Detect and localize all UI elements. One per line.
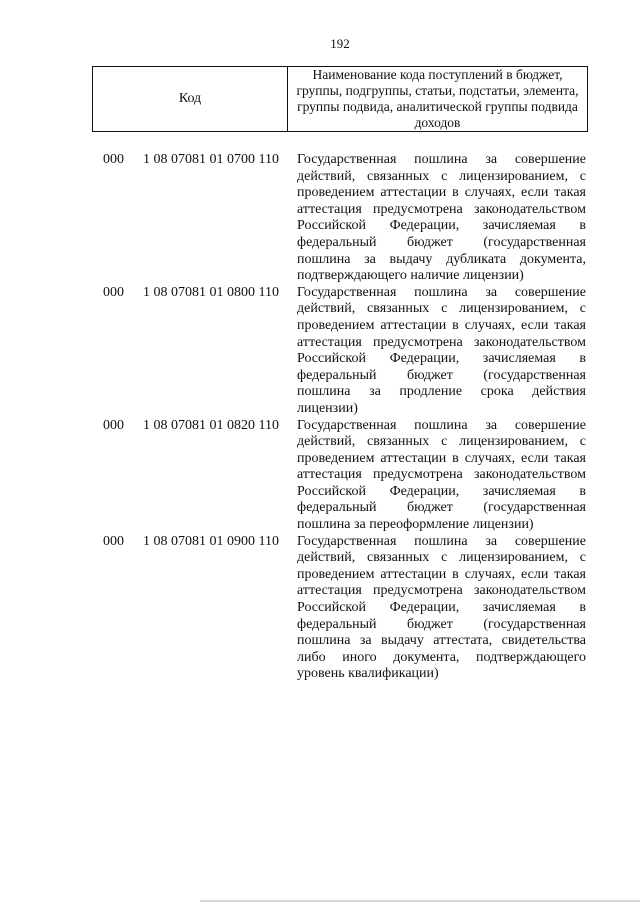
- table-row: [0, 152, 640, 285]
- admin-code: 000: [103, 533, 124, 549]
- admin-code: 000: [103, 152, 124, 167]
- budget-code: 1 08 07081 01 0900 110: [143, 533, 279, 549]
- page-number: 192: [330, 36, 350, 51]
- admin-code: 000: [103, 284, 124, 300]
- admin-code: 000: [103, 417, 124, 433]
- table-row: [0, 534, 640, 683]
- scan-edge-line: [200, 900, 640, 902]
- code-description: Государственная пошлина за совершение действий, связанных с лицензированием, с проведением аттестации в случаях, если такая аттестация предусмотрена законодательством Российской Федерации, зачисляемая в федеральный бюджет (государственная пошлина за переоформление лицензии): [297, 417, 586, 533]
- table-header: [92, 66, 588, 132]
- header-name-label: Наименование кода поступлений в бюджет, группы, подгруппы, статьи, подстатьи, элемента, группы подвида, аналитической группы подвида доходов: [296, 67, 579, 130]
- code-list: [0, 152, 640, 683]
- code-description: Государственная пошлина за совершение действий, связанных с лицензированием, с проведением аттестации в случаях, если такая аттестация предусмотрена законодательством Российской Федерации, зачисляемая в федеральный бюджет (государственная пошлина за продление срока действия лицензии): [297, 284, 586, 416]
- budget-code: 1 08 07081 01 0820 110: [143, 417, 279, 433]
- table-row: [0, 285, 640, 418]
- budget-code: 1 08 07081 01 0800 110: [143, 284, 279, 300]
- code-description: Государственная пошлина за совершение действий, связанных с лицензированием, с проведением аттестации в случаях, если такая аттестация предусмотрена законодательством Российской Федерации, зачисляемая в федеральный бюджет (государственная пошлина за выдачу аттестата, свидетельства либо иного документа, подтверждающего уровень квалификации): [297, 533, 586, 682]
- table-row: [0, 418, 640, 534]
- header-code-label: Код: [93, 67, 288, 131]
- budget-code: 1 08 07081 01 0700 110: [143, 152, 279, 167]
- code-description: Государственная пошлина за совершение действий, связанных с лицензированием, с проведением аттестации в случаях, если такая аттестация предусмотрена законодательством Российской Федерации, зачисляемая в федеральный бюджет (государственная пошлина за выдачу дубликата документа, подтверждающего наличие лицензии): [297, 152, 586, 284]
